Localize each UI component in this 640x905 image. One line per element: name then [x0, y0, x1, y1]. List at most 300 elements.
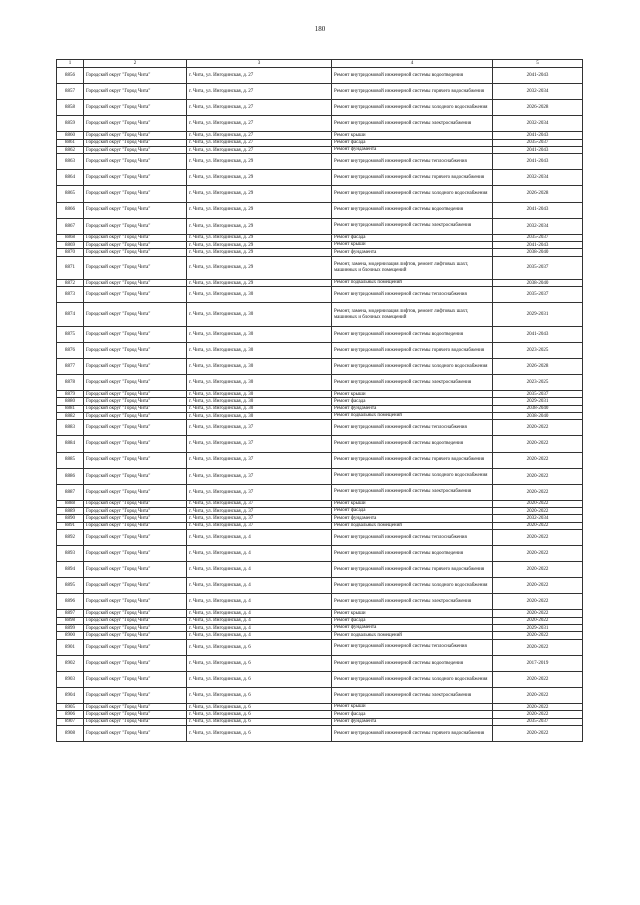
- address-cell: г. Чита, ул. Ингодинская, д. 29: [187, 234, 332, 241]
- table-row: [57, 100, 583, 116]
- table-row: [57, 132, 583, 139]
- municipality-cell: Городской округ "Город Чита": [84, 594, 187, 610]
- work-type-cell: Ремонт, замена, модернизация лифтов, ремонт лифтовых шахт, машинных и блочных помещений: [332, 303, 493, 326]
- municipality-cell: Городской округ "Город Чита": [84, 413, 187, 420]
- municipality-cell: Городской округ "Город Чита": [84, 546, 187, 562]
- row-number-cell: 8883: [57, 420, 84, 436]
- period-cell: 2032-2034: [493, 218, 583, 234]
- table-row: [57, 139, 583, 146]
- row-number-cell: 8876: [57, 342, 84, 358]
- period-cell: 2041-2043: [493, 154, 583, 170]
- address-cell: г. Чита, ул. Ингодинская, д. 27: [187, 68, 332, 84]
- address-cell: г. Чита, ул. Ингодинская, д. 30: [187, 287, 332, 303]
- period-cell: 2029-2031: [493, 398, 583, 405]
- work-type-cell: Ремонт фундамента: [332, 146, 493, 153]
- address-cell: г. Чита, ул. Ингодинская, д. 6: [187, 718, 332, 725]
- work-type-cell: Ремонт фасада: [332, 711, 493, 718]
- address-cell: г. Чита, ул. Ингодинская, д. 6: [187, 711, 332, 718]
- row-number-cell: 8856: [57, 68, 84, 84]
- period-cell: 2041-2043: [493, 326, 583, 342]
- row-number-cell: 8893: [57, 546, 84, 562]
- municipality-cell: Городской округ "Город Чита": [84, 375, 187, 391]
- address-cell: г. Чита, ул. Ингодинская, д. 4: [187, 546, 332, 562]
- work-type-cell: Ремонт внутридомовой инженерной системы водоотведения: [332, 546, 493, 562]
- row-number-cell: 8907: [57, 718, 84, 725]
- period-cell: 2020-2022: [493, 711, 583, 718]
- row-number-cell: 8862: [57, 146, 84, 153]
- table-row: [57, 326, 583, 342]
- municipality-cell: Городской округ "Город Чита": [84, 391, 187, 398]
- row-number-cell: 8896: [57, 594, 84, 610]
- period-cell: 2020-2022: [493, 468, 583, 484]
- work-type-cell: Ремонт внутридомовой инженерной системы водоотведения: [332, 202, 493, 218]
- period-cell: 2041-2043: [493, 202, 583, 218]
- municipality-cell: Городской округ "Город Чита": [84, 639, 187, 655]
- header-row: [57, 60, 583, 68]
- address-cell: г. Чита, ул. Ингодинская, д. 27: [187, 132, 332, 139]
- period-cell: 2020-2022: [493, 704, 583, 711]
- work-type-cell: Ремонт внутридомовой инженерной системы водоотведения: [332, 655, 493, 671]
- work-type-cell: Ремонт подвальных помещений: [332, 413, 493, 420]
- table-row: [57, 632, 583, 639]
- work-type-cell: Ремонт внутридомовой инженерной системы электроснабжения: [332, 594, 493, 610]
- municipality-cell: Городской округ "Город Чита": [84, 287, 187, 303]
- address-cell: г. Чита, ул. Ингодинская, д. 6: [187, 671, 332, 687]
- work-type-cell: Ремонт фундамента: [332, 249, 493, 256]
- row-number-cell: 8894: [57, 562, 84, 578]
- work-type-cell: Ремонт подвальных помещений: [332, 632, 493, 639]
- work-type-cell: Ремонт внутридомовой инженерной системы водоотведения: [332, 326, 493, 342]
- period-cell: 2023-2025: [493, 342, 583, 358]
- address-cell: г. Чита, ул. Ингодинская, д. 4: [187, 594, 332, 610]
- table-header: [57, 60, 583, 68]
- row-number-cell: 8898: [57, 617, 84, 624]
- address-cell: г. Чита, ул. Ингодинская, д. 29: [187, 186, 332, 202]
- municipality-cell: Городской округ "Город Чита": [84, 202, 187, 218]
- table-row: [57, 202, 583, 218]
- table-row: [57, 405, 583, 412]
- table-row: [57, 725, 583, 741]
- table-row: [57, 522, 583, 529]
- period-cell: 2035-2037: [493, 139, 583, 146]
- work-type-cell: Ремонт крыши: [332, 610, 493, 617]
- period-cell: 2020-2022: [493, 632, 583, 639]
- work-type-cell: Ремонт фундамента: [332, 405, 493, 412]
- table-row: [57, 218, 583, 234]
- period-cell: 2026-2028: [493, 186, 583, 202]
- municipality-cell: Городской округ "Город Чита": [84, 405, 187, 412]
- period-cell: 2035-2037: [493, 234, 583, 241]
- period-cell: 2029-2031: [493, 625, 583, 632]
- table-row: [57, 287, 583, 303]
- municipality-cell: Городской округ "Город Чита": [84, 718, 187, 725]
- table-row: [57, 84, 583, 100]
- table-row: [57, 530, 583, 546]
- period-cell: 2038-2040: [493, 413, 583, 420]
- row-number-cell: 8865: [57, 186, 84, 202]
- table-row: [57, 375, 583, 391]
- table-row: [57, 508, 583, 515]
- table-row: [57, 146, 583, 153]
- municipality-cell: Городской округ "Город Чита": [84, 358, 187, 374]
- table-row: [57, 154, 583, 170]
- municipality-cell: Городской округ "Город Чита": [84, 687, 187, 703]
- row-number-cell: 8890: [57, 515, 84, 522]
- period-cell: 2035-2037: [493, 391, 583, 398]
- municipality-cell: Городской округ "Город Чита": [84, 468, 187, 484]
- work-type-cell: Ремонт внутридомовой инженерной системы электроснабжения: [332, 484, 493, 500]
- work-type-cell: Ремонт фасада: [332, 398, 493, 405]
- row-number-cell: 8885: [57, 452, 84, 468]
- municipality-cell: Городской округ "Город Чита": [84, 242, 187, 249]
- municipality-cell: Городской округ "Город Чита": [84, 398, 187, 405]
- work-type-cell: Ремонт внутридомовой инженерной системы холодного водоснабжения: [332, 468, 493, 484]
- row-number-cell: 8869: [57, 242, 84, 249]
- period-cell: 2020-2022: [493, 610, 583, 617]
- address-cell: г. Чита, ул. Ингодинская, д. 6: [187, 687, 332, 703]
- work-type-cell: Ремонт фасада: [332, 508, 493, 515]
- municipality-cell: Городской округ "Город Чита": [84, 218, 187, 234]
- period-cell: 2032-2034: [493, 515, 583, 522]
- table-row: [57, 420, 583, 436]
- address-cell: г. Чита, ул. Ингодинская, д. 4: [187, 578, 332, 594]
- period-cell: 2041-2043: [493, 242, 583, 249]
- municipality-cell: Городской округ "Город Чита": [84, 655, 187, 671]
- work-type-cell: Ремонт, замена, модернизация лифтов, ремонт лифтовых шахт, машинных и блочных помещений: [332, 256, 493, 279]
- row-number-cell: 8873: [57, 287, 84, 303]
- row-number-cell: 8870: [57, 249, 84, 256]
- address-cell: г. Чита, ул. Ингодинская, д. 30: [187, 342, 332, 358]
- address-cell: г. Чита, ул. Ингодинская, д. 29: [187, 218, 332, 234]
- table-row: [57, 436, 583, 452]
- address-cell: г. Чита, ул. Ингодинская, д. 30: [187, 303, 332, 326]
- row-number-cell: 8877: [57, 358, 84, 374]
- work-type-cell: Ремонт внутридомовой инженерной системы теплоснабжения: [332, 420, 493, 436]
- municipality-cell: Городской округ "Город Чита": [84, 68, 187, 84]
- municipality-cell: Городской округ "Город Чита": [84, 84, 187, 100]
- row-number-cell: 8902: [57, 655, 84, 671]
- work-type-cell: Ремонт внутридомовой инженерной системы горячего водоснабжения: [332, 170, 493, 186]
- address-cell: г. Чита, ул. Ингодинская, д. 29: [187, 249, 332, 256]
- address-cell: г. Чита, ул. Ингодинская, д. 30: [187, 375, 332, 391]
- work-type-cell: Ремонт внутридомовой инженерной системы горячего водоснабжения: [332, 84, 493, 100]
- table-row: [57, 234, 583, 241]
- row-number-cell: 8897: [57, 610, 84, 617]
- period-cell: 2020-2022: [493, 484, 583, 500]
- address-cell: г. Чита, ул. Ингодинская, д. 4: [187, 617, 332, 624]
- address-cell: г. Чита, ул. Ингодинская, д. 29: [187, 202, 332, 218]
- municipality-cell: Городской округ "Город Чита": [84, 186, 187, 202]
- period-cell: 2020-2022: [493, 594, 583, 610]
- table-row: [57, 718, 583, 725]
- period-cell: 2023-2025: [493, 375, 583, 391]
- municipality-cell: Городской округ "Город Чита": [84, 280, 187, 287]
- municipality-cell: Городской округ "Город Чита": [84, 711, 187, 718]
- row-number-cell: 8901: [57, 639, 84, 655]
- municipality-cell: Городской округ "Город Чита": [84, 632, 187, 639]
- address-cell: г. Чита, ул. Ингодинская, д. 29: [187, 242, 332, 249]
- period-cell: 2020-2022: [493, 617, 583, 624]
- row-number-cell: 8863: [57, 154, 84, 170]
- table-row: [57, 546, 583, 562]
- period-cell: 2020-2022: [493, 530, 583, 546]
- municipality-cell: Городской округ "Город Чита": [84, 578, 187, 594]
- table-row: [57, 617, 583, 624]
- address-cell: г. Чита, ул. Ингодинская, д. 30: [187, 405, 332, 412]
- municipality-cell: Городской округ "Город Чита": [84, 522, 187, 529]
- row-number-cell: 8886: [57, 468, 84, 484]
- address-cell: г. Чита, ул. Ингодинская, д. 37: [187, 484, 332, 500]
- period-cell: 2032-2034: [493, 170, 583, 186]
- table-row: [57, 398, 583, 405]
- table-row: [57, 256, 583, 279]
- municipality-cell: Городской округ "Город Чита": [84, 725, 187, 741]
- column-header-3: 3: [187, 60, 332, 68]
- table-row: [57, 562, 583, 578]
- period-cell: 2041-2043: [493, 146, 583, 153]
- table-row: [57, 358, 583, 374]
- period-cell: 2020-2022: [493, 546, 583, 562]
- row-number-cell: 8892: [57, 530, 84, 546]
- address-cell: г. Чита, ул. Ингодинская, д. 27: [187, 84, 332, 100]
- period-cell: 2038-2040: [493, 280, 583, 287]
- period-cell: 2020-2022: [493, 420, 583, 436]
- work-type-cell: Ремонт фасада: [332, 617, 493, 624]
- work-type-cell: Ремонт внутридомовой инженерной системы электроснабжения: [332, 375, 493, 391]
- address-cell: г. Чита, ул. Ингодинская, д. 29: [187, 170, 332, 186]
- row-number-cell: 8903: [57, 671, 84, 687]
- table-row: [57, 484, 583, 500]
- row-number-cell: 8867: [57, 218, 84, 234]
- municipality-cell: Городской округ "Город Чита": [84, 484, 187, 500]
- municipality-cell: Городской округ "Город Чита": [84, 146, 187, 153]
- table-row: [57, 303, 583, 326]
- work-type-cell: Ремонт внутридомовой инженерной системы водоотведения: [332, 68, 493, 84]
- work-type-cell: Ремонт фундамента: [332, 718, 493, 725]
- row-number-cell: 8906: [57, 711, 84, 718]
- table-row: [57, 280, 583, 287]
- period-cell: 2020-2022: [493, 508, 583, 515]
- table-row: [57, 515, 583, 522]
- table-row: [57, 468, 583, 484]
- address-cell: г. Чита, ул. Ингодинская, д. 30: [187, 391, 332, 398]
- period-cell: 2029-2031: [493, 303, 583, 326]
- work-type-cell: Ремонт подвальных помещений: [332, 522, 493, 529]
- municipality-cell: Городской округ "Город Чита": [84, 132, 187, 139]
- address-cell: г. Чита, ул. Ингодинская, д. 27: [187, 116, 332, 132]
- period-cell: 2041-2043: [493, 132, 583, 139]
- address-cell: г. Чита, ул. Ингодинская, д. 4: [187, 610, 332, 617]
- column-header-4: 4: [332, 60, 493, 68]
- table-row: [57, 186, 583, 202]
- row-number-cell: 8875: [57, 326, 84, 342]
- table-row: [57, 704, 583, 711]
- row-number-cell: 8861: [57, 139, 84, 146]
- municipality-cell: Городской округ "Город Чита": [84, 326, 187, 342]
- work-type-cell: Ремонт внутридомовой инженерной системы холодного водоснабжения: [332, 100, 493, 116]
- table-row: [57, 639, 583, 655]
- row-number-cell: 8889: [57, 508, 84, 515]
- municipality-cell: Городской округ "Город Чита": [84, 508, 187, 515]
- column-header-2: 2: [84, 60, 187, 68]
- work-type-cell: Ремонт внутридомовой инженерной системы электроснабжения: [332, 116, 493, 132]
- work-type-cell: Ремонт внутридомовой инженерной системы горячего водоснабжения: [332, 725, 493, 741]
- row-number-cell: 8857: [57, 84, 84, 100]
- work-type-cell: Ремонт внутридомовой инженерной системы водоотведения: [332, 436, 493, 452]
- period-cell: 2035-2037: [493, 256, 583, 279]
- address-cell: г. Чита, ул. Ингодинская, д. 29: [187, 154, 332, 170]
- period-cell: 2020-2022: [493, 725, 583, 741]
- period-cell: 2032-2034: [493, 116, 583, 132]
- work-type-cell: Ремонт внутридомовой инженерной системы горячего водоснабжения: [332, 562, 493, 578]
- row-number-cell: 8908: [57, 725, 84, 741]
- repair-schedule-table-container: [56, 59, 582, 742]
- table-row: [57, 249, 583, 256]
- address-cell: г. Чита, ул. Ингодинская, д. 27: [187, 139, 332, 146]
- work-type-cell: Ремонт подвальных помещений: [332, 280, 493, 287]
- period-cell: 2038-2040: [493, 249, 583, 256]
- municipality-cell: Городской округ "Город Чита": [84, 452, 187, 468]
- address-cell: г. Чита, ул. Ингодинская, д. 6: [187, 639, 332, 655]
- period-cell: 2026-2028: [493, 358, 583, 374]
- period-cell: 2038-2040: [493, 405, 583, 412]
- row-number-cell: 8888: [57, 500, 84, 507]
- period-cell: 2020-2022: [493, 671, 583, 687]
- municipality-cell: Городской округ "Город Чита": [84, 515, 187, 522]
- municipality-cell: Городской округ "Город Чита": [84, 500, 187, 507]
- address-cell: г. Чита, ул. Ингодинская, д. 37: [187, 500, 332, 507]
- table-row: [57, 170, 583, 186]
- work-type-cell: Ремонт внутридомовой инженерной системы теплоснабжения: [332, 287, 493, 303]
- municipality-cell: Городской округ "Город Чита": [84, 530, 187, 546]
- municipality-cell: Городской округ "Город Чита": [84, 610, 187, 617]
- address-cell: г. Чита, ул. Ингодинская, д. 37: [187, 515, 332, 522]
- row-number-cell: 8899: [57, 625, 84, 632]
- municipality-cell: Городской округ "Город Чита": [84, 436, 187, 452]
- municipality-cell: Городской округ "Город Чита": [84, 249, 187, 256]
- address-cell: г. Чита, ул. Ингодинская, д. 37: [187, 468, 332, 484]
- work-type-cell: Ремонт фасада: [332, 139, 493, 146]
- period-cell: 2020-2022: [493, 687, 583, 703]
- table-row: [57, 500, 583, 507]
- municipality-cell: Городской округ "Город Чита": [84, 234, 187, 241]
- address-cell: г. Чита, ул. Ингодинская, д. 30: [187, 398, 332, 405]
- work-type-cell: Ремонт крыши: [332, 500, 493, 507]
- work-type-cell: Ремонт фундамента: [332, 625, 493, 632]
- row-number-cell: 8904: [57, 687, 84, 703]
- period-cell: 2026-2028: [493, 100, 583, 116]
- work-type-cell: Ремонт внутридомовой инженерной системы электроснабжения: [332, 687, 493, 703]
- address-cell: г. Чита, ул. Ингодинская, д. 6: [187, 655, 332, 671]
- municipality-cell: Городской округ "Город Чита": [84, 139, 187, 146]
- work-type-cell: Ремонт крыши: [332, 242, 493, 249]
- address-cell: г. Чита, ул. Ингодинская, д. 37: [187, 522, 332, 529]
- work-type-cell: Ремонт внутридомовой инженерной системы теплоснабжения: [332, 530, 493, 546]
- work-type-cell: Ремонт фундамента: [332, 515, 493, 522]
- row-number-cell: 8878: [57, 375, 84, 391]
- row-number-cell: 8891: [57, 522, 84, 529]
- column-header-5: 5: [493, 60, 583, 68]
- row-number-cell: 8905: [57, 704, 84, 711]
- row-number-cell: 8864: [57, 170, 84, 186]
- address-cell: г. Чита, ул. Ингодинская, д. 27: [187, 146, 332, 153]
- table-row: [57, 68, 583, 84]
- row-number-cell: 8882: [57, 413, 84, 420]
- work-type-cell: Ремонт внутридомовой инженерной системы холодного водоснабжения: [332, 671, 493, 687]
- period-cell: 2035-2037: [493, 287, 583, 303]
- address-cell: г. Чита, ул. Ингодинская, д. 37: [187, 508, 332, 515]
- table-row: [57, 671, 583, 687]
- table-row: [57, 711, 583, 718]
- address-cell: г. Чита, ул. Ингодинская, д. 37: [187, 420, 332, 436]
- row-number-cell: 8879: [57, 391, 84, 398]
- period-cell: 2020-2022: [493, 522, 583, 529]
- municipality-cell: Городской округ "Город Чита": [84, 562, 187, 578]
- row-number-cell: 8874: [57, 303, 84, 326]
- row-number-cell: 8860: [57, 132, 84, 139]
- table-body: [57, 68, 583, 742]
- municipality-cell: Городской округ "Город Чита": [84, 671, 187, 687]
- work-type-cell: Ремонт внутридомовой инженерной системы теплоснабжения: [332, 639, 493, 655]
- table-row: [57, 116, 583, 132]
- repair-schedule-table: [56, 59, 583, 742]
- address-cell: г. Чита, ул. Ингодинская, д. 29: [187, 280, 332, 287]
- row-number-cell: 8866: [57, 202, 84, 218]
- row-number-cell: 8872: [57, 280, 84, 287]
- table-row: [57, 655, 583, 671]
- municipality-cell: Городской округ "Город Чита": [84, 116, 187, 132]
- period-cell: 2020-2022: [493, 562, 583, 578]
- period-cell: 2035-2037: [493, 718, 583, 725]
- row-number-cell: 8871: [57, 256, 84, 279]
- period-cell: 2017-2019: [493, 655, 583, 671]
- municipality-cell: Городской округ "Город Чита": [84, 256, 187, 279]
- row-number-cell: 8884: [57, 436, 84, 452]
- address-cell: г. Чита, ул. Ингодинская, д. 30: [187, 326, 332, 342]
- municipality-cell: Городской округ "Город Чита": [84, 704, 187, 711]
- table-row: [57, 594, 583, 610]
- table-row: [57, 625, 583, 632]
- row-number-cell: 8900: [57, 632, 84, 639]
- address-cell: г. Чита, ул. Ингодинская, д. 30: [187, 413, 332, 420]
- row-number-cell: 8859: [57, 116, 84, 132]
- address-cell: г. Чита, ул. Ингодинская, д. 4: [187, 530, 332, 546]
- table-row: [57, 687, 583, 703]
- period-cell: 2020-2022: [493, 639, 583, 655]
- address-cell: г. Чита, ул. Ингодинская, д. 27: [187, 100, 332, 116]
- period-cell: 2020-2022: [493, 500, 583, 507]
- period-cell: 2041-2043: [493, 68, 583, 84]
- work-type-cell: Ремонт внутридомовой инженерной системы холодного водоснабжения: [332, 186, 493, 202]
- period-cell: 2020-2022: [493, 452, 583, 468]
- address-cell: г. Чита, ул. Ингодинская, д. 6: [187, 704, 332, 711]
- work-type-cell: Ремонт крыши: [332, 391, 493, 398]
- row-number-cell: 8880: [57, 398, 84, 405]
- municipality-cell: Городской округ "Город Чита": [84, 303, 187, 326]
- table-row: [57, 242, 583, 249]
- work-type-cell: Ремонт фасада: [332, 234, 493, 241]
- row-number-cell: 8858: [57, 100, 84, 116]
- row-number-cell: 8881: [57, 405, 84, 412]
- work-type-cell: Ремонт внутридомовой инженерной системы холодного водоснабжения: [332, 578, 493, 594]
- row-number-cell: 8895: [57, 578, 84, 594]
- work-type-cell: Ремонт внутридомовой инженерной системы горячего водоснабжения: [332, 452, 493, 468]
- address-cell: г. Чита, ул. Ингодинская, д. 37: [187, 436, 332, 452]
- address-cell: г. Чита, ул. Ингодинская, д. 30: [187, 358, 332, 374]
- address-cell: г. Чита, ул. Ингодинская, д. 4: [187, 632, 332, 639]
- period-cell: 2020-2022: [493, 436, 583, 452]
- table-row: [57, 391, 583, 398]
